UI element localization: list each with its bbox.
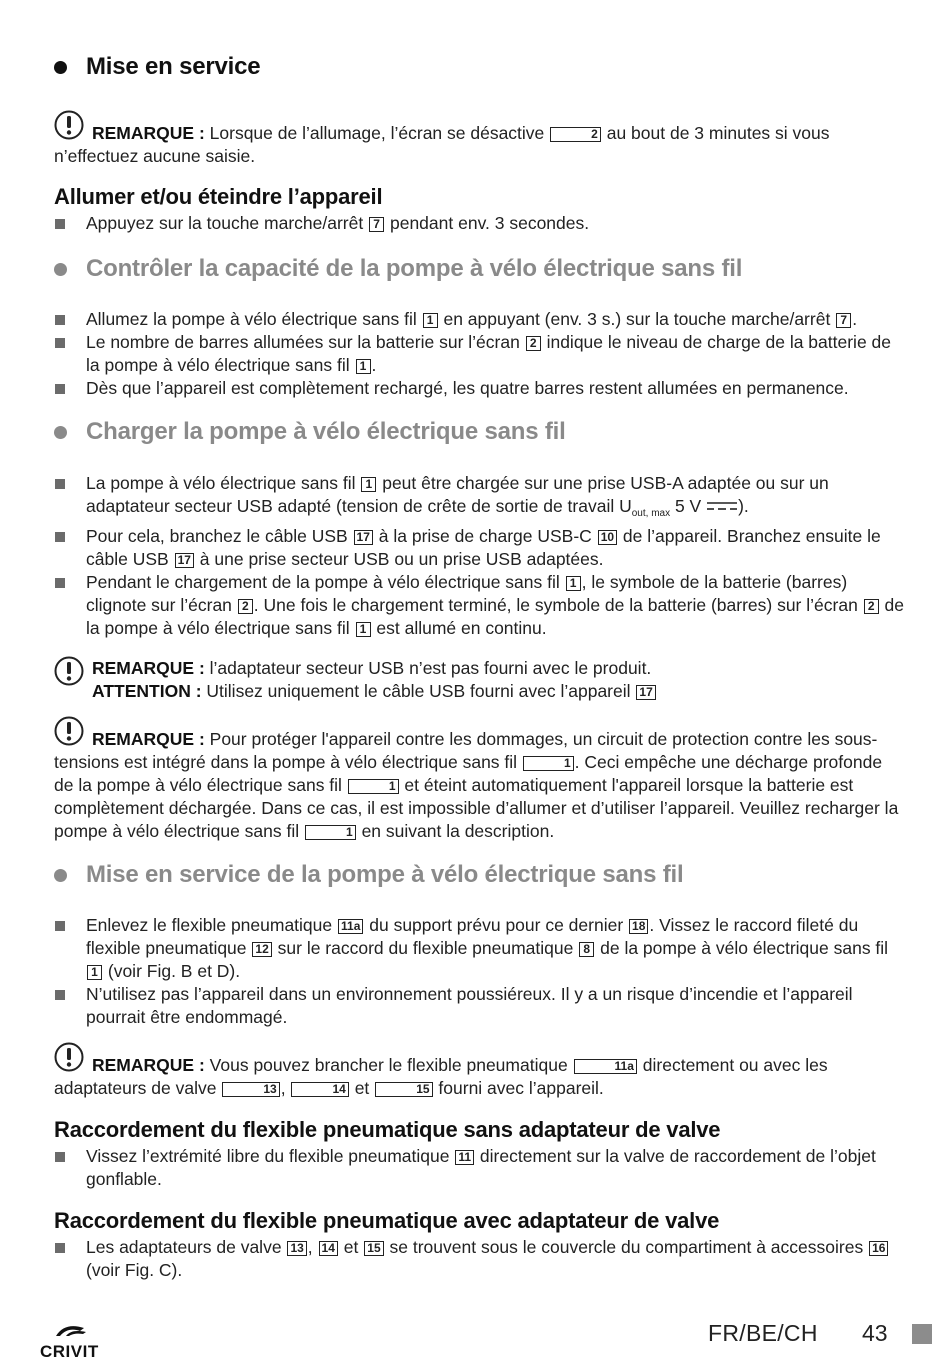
text-segment: . (371, 355, 377, 375)
note-text: Lorsque de l’allumage, l’écran se désactive (209, 123, 545, 143)
ref-number: 13 (287, 1241, 306, 1256)
text-segment: Dès que l’appareil est complètement rechargé, les quatre barres restent allumées en permanence. (86, 378, 849, 398)
ref-number: 13 (222, 1082, 279, 1097)
square-bullet-icon (55, 315, 65, 325)
text-segment: . (852, 309, 858, 329)
crivit-swoosh-icon (54, 1322, 88, 1338)
text-segment: . Vissez le raccord fileté du flexible pneumatique (86, 915, 859, 958)
ref-number: 1 (423, 313, 438, 328)
text-segment: de la pompe à vélo électrique sans fil (600, 938, 889, 958)
text-segment: , le symbole de la batterie (barres) clignote sur l’écran (86, 572, 848, 615)
ref-number: 15 (364, 1241, 383, 1256)
text-segment: 5 V (670, 496, 702, 516)
text-segment: à la prise de charge USB-C (378, 526, 592, 546)
list-item (54, 331, 904, 377)
text-segment: Pour protéger l'appareil contre les dommages, un circuit de protection contre les sous-tensions est intégré dans la pompe à vélo électrique sans fil (54, 729, 878, 772)
list-item (54, 1236, 904, 1282)
text-segment: du support prévu pour ce dernier (369, 915, 624, 935)
text-segment: Vous pouvez brancher le flexible pneumatique (209, 1055, 568, 1075)
text-segment: et (343, 1237, 359, 1257)
bullet-dot-icon (54, 426, 67, 439)
ref-number: 7 (369, 217, 384, 232)
text-segment: . Une fois le chargement terminé, le symbole de la batterie (barres) sur l’écran (253, 595, 858, 615)
ref-number: 1 (361, 477, 376, 492)
ref-number: 11a (574, 1059, 637, 1074)
remarque-label: REMARQUE : (92, 1055, 205, 1075)
text-segment: Pour cela, branchez le câble USB (86, 526, 348, 546)
text-segment: sur le raccord du flexible pneumatique (277, 938, 574, 958)
exclamation-circle-icon (54, 656, 84, 686)
remarque-label: REMARQUE : (92, 123, 205, 143)
section-title: Mise en service (86, 53, 261, 80)
ref-number: 12 (252, 942, 271, 957)
text-segment: en appuyant (env. 3 s.) sur la touche marche/arrêt (443, 309, 831, 329)
text-segment: La pompe à vélo électrique sans fil (86, 473, 356, 493)
bullet-list (54, 1236, 904, 1282)
text-segment: fourni avec l’appareil. (438, 1078, 604, 1098)
text-segment: l’adaptateur secteur USB n’est pas fourni avec le produit. (209, 658, 652, 678)
bullet-list (54, 472, 904, 640)
list-item (54, 308, 904, 331)
ref-number: 1 (356, 359, 371, 374)
subheading-raccord-avec: Raccordement du flexible pneumatique avec adaptateur de valve (54, 1208, 720, 1233)
text-segment: Enlevez le flexible pneumatique (86, 915, 333, 935)
ref-number: 8 (579, 942, 594, 957)
text-segment: est allumé en continu. (376, 618, 547, 638)
list-item (54, 472, 904, 525)
text-segment: ). (738, 496, 749, 516)
ref-number: 1 (523, 756, 574, 771)
section-title: Mise en service de la pompe à vélo électrique sans fil (86, 861, 684, 888)
ref-number: 14 (319, 1241, 338, 1256)
list-item (54, 914, 904, 983)
square-bullet-icon (55, 921, 65, 931)
text-segment: out, max (631, 508, 671, 519)
square-bullet-icon (55, 532, 65, 542)
text-segment: Pendant le chargement de la pompe à vélo électrique sans fil (86, 572, 560, 592)
text-segment: en suivant la description. (361, 821, 555, 841)
ref-number: 18 (629, 919, 648, 934)
section-heading-mise-en-service (54, 53, 260, 81)
dc-voltage-icon (706, 500, 738, 511)
note-paragraph (54, 728, 904, 843)
list-item (54, 212, 904, 235)
ref-number: 14 (291, 1082, 348, 1097)
ref-number: 1 (356, 622, 371, 637)
text-segment: indique le niveau de charge de la batterie de la pompe à vélo électrique sans fil (86, 332, 891, 375)
note-text: au bout de 3 minutes si vous n’effectuez aucune saisie. (54, 123, 830, 166)
ref-number: 1 (305, 825, 356, 840)
ref-number: 15 (375, 1082, 432, 1097)
ref-number: 2 (238, 599, 253, 614)
ref-number: 1 (348, 779, 399, 794)
square-bullet-icon (55, 990, 65, 1000)
text-segment: . Ceci empêche une décharge profonde de la pompe à vélo électrique sans fil (54, 752, 883, 795)
text-segment: de la pompe à vélo électrique sans fil (86, 595, 905, 638)
subheading-raccord-sans: Raccordement du flexible pneumatique sans adaptateur de valve (54, 1117, 721, 1142)
text-segment: de l’appareil. Branchez ensuite le câble USB (86, 526, 881, 569)
text-segment: pendant env. 3 secondes. (389, 213, 590, 233)
bullet-list (54, 212, 904, 235)
text-segment: Utilisez uniquement le câble USB fourni avec l’appareil (206, 681, 631, 701)
text-segment: (voir Fig. B et D). (107, 961, 241, 981)
subheading-allumer: Allumer et/ou éteindre l’appareil (54, 184, 383, 209)
ref-number: 11a (338, 919, 363, 934)
square-bullet-icon (55, 384, 65, 394)
ref-number: 2 (526, 336, 541, 351)
bullet-dot-icon (54, 869, 67, 882)
ref-number: 2 (864, 599, 879, 614)
ref-number: 17 (354, 530, 373, 545)
language-code: FR/BE/CH (708, 1320, 818, 1346)
bullet-dot-icon (54, 61, 67, 74)
square-bullet-icon (55, 479, 65, 489)
text-segment: et éteint automatiquement l'appareil lorsque la batterie est complètement déchargée. Dans ce cas, il est impossible d’allumer et d’utiliser l’appareil. Veuillez recharger la pompe à vélo électrique sans fil (54, 775, 899, 841)
text-segment: à une prise secteur USB ou un prise USB adaptées. (199, 549, 604, 569)
text-segment: Allumez la pompe à vélo électrique sans fil (86, 309, 417, 329)
section-title: Contrôler la capacité de la pompe à vélo électrique sans fil (86, 255, 743, 282)
text-segment: et (354, 1078, 370, 1098)
list-item (54, 1145, 904, 1191)
ref-number: 1 (566, 576, 581, 591)
text-segment: Le nombre de barres allumées sur la batterie sur l’écran (86, 332, 520, 352)
text-segment: , (307, 1237, 313, 1257)
remarque-label: REMARQUE : (92, 658, 205, 678)
section-title: Charger la pompe à vélo électrique sans fil (86, 418, 566, 445)
remarque-label: REMARQUE : (92, 729, 205, 749)
square-bullet-icon (55, 338, 65, 348)
list-item (54, 983, 904, 1029)
text-segment: directement sur la valve de raccordement de l’objet gonflable. (86, 1146, 876, 1189)
bullet-list (54, 914, 904, 1029)
ref-number: 7 (836, 313, 851, 328)
bullet-list (54, 1145, 904, 1191)
square-bullet-icon (55, 1152, 65, 1162)
square-bullet-icon (55, 219, 65, 229)
square-bullet-icon (55, 578, 65, 588)
text-segment: N’utilisez pas l’appareil dans un environnement poussiéreux. Il y a un risque d’incendie et l’appareil pourrait être endommagé. (86, 984, 853, 1027)
crivit-logo (40, 1322, 110, 1362)
ref-number: 2 (550, 127, 601, 142)
page-number: 43 (862, 1320, 888, 1346)
text-segment: , (280, 1078, 286, 1098)
ref-number: 11 (455, 1150, 474, 1165)
list-item (54, 377, 904, 400)
text-segment: (voir Fig. C). (86, 1260, 183, 1280)
text-segment: Vissez l’extrémité libre du flexible pneumatique (86, 1146, 450, 1166)
note-paragraph (54, 122, 904, 168)
ref-number: 10 (598, 530, 617, 545)
text-segment: se trouvent sous le couvercle du compartiment à accessoires (389, 1237, 864, 1257)
brand-name: CRIVIT (40, 1342, 99, 1361)
list-item (54, 571, 904, 640)
attention-label: ATTENTION : (92, 681, 202, 701)
section-heading-charger (54, 418, 566, 446)
bullet-dot-icon (54, 263, 67, 276)
note-paragraph (54, 1054, 904, 1100)
section-heading-controler (54, 255, 742, 283)
section-heading-mise-pompe (54, 861, 683, 889)
text-segment: Appuyez sur la touche marche/arrêt (86, 213, 364, 233)
bullet-list (54, 308, 904, 400)
text-segment: Les adaptateurs de valve (86, 1237, 282, 1257)
ref-number: 17 (175, 553, 194, 568)
list-item (54, 525, 904, 571)
ref-number: 16 (869, 1241, 888, 1256)
ref-number: 1 (87, 965, 102, 980)
ref-number: 17 (636, 685, 655, 700)
note-paragraph (92, 657, 904, 703)
page-marker-square (912, 1324, 932, 1344)
square-bullet-icon (55, 1243, 65, 1253)
text-segment: peut être chargée sur une prise USB-A adaptée ou sur un adaptateur secteur USB adapté (tension de crête de sortie de travail U (86, 473, 829, 516)
text-segment: directement ou avec les adaptateurs de valve (54, 1055, 828, 1098)
